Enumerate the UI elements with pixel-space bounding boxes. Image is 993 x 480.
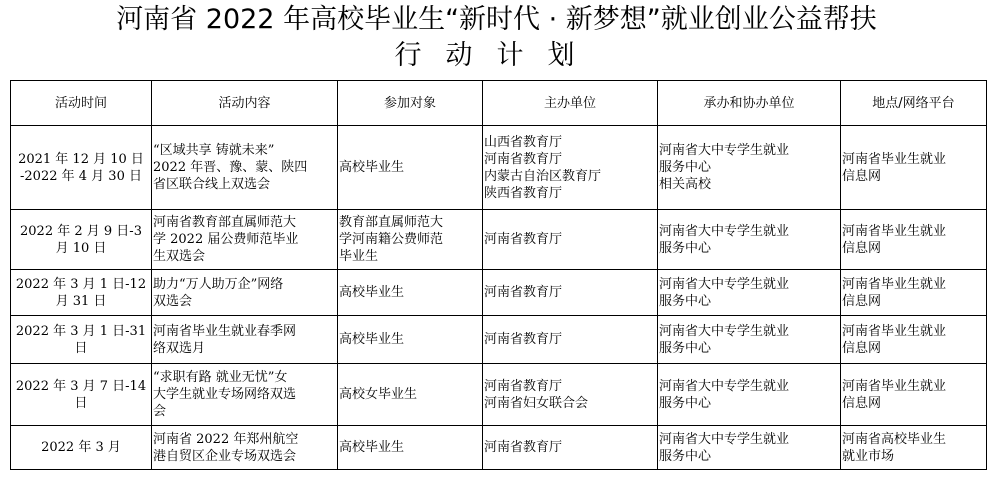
cell-text-line: 2022 年晋、豫、蒙、陕四	[153, 160, 308, 175]
cell-text-line: 日	[74, 395, 88, 411]
cell-text-line: 2022 年 3 月 7 日-14	[15, 378, 147, 394]
cell-activity-time	[11, 426, 152, 470]
cell-text-line: 信息网	[842, 240, 882, 256]
cell-activity-content	[152, 364, 338, 426]
cell-text-line: 河南省教育厅	[484, 440, 563, 455]
cell-text-line: 河南省教育厅	[484, 285, 563, 300]
cell-text-line: 服务中心	[659, 340, 712, 356]
cell-text-line: 毕业生	[339, 249, 379, 264]
cell-text-line: 络双选月	[153, 340, 206, 356]
cell-participants	[338, 364, 483, 426]
cell-text-line: 信息网	[842, 395, 882, 411]
header-location-platform: 地点/网络平台	[841, 81, 987, 126]
header-host-unit: 主办单位	[483, 81, 658, 126]
cell-text-line: 高校毕业生	[339, 160, 405, 175]
cell-text-line: 省区联合线上双选会	[153, 177, 271, 192]
cell-text-line: 高校毕业生	[339, 332, 405, 347]
cell-participants	[338, 270, 483, 316]
cell-text-line: 河南省教育厅	[484, 378, 563, 394]
cell-text-line: 河南省大中专学生就业	[659, 223, 790, 239]
cell-text-line: 日	[74, 340, 88, 356]
cell-text-line: 信息网	[842, 293, 882, 309]
cell-organizer-unit	[658, 316, 841, 364]
cell-location-platform	[841, 126, 987, 210]
cell-host-unit	[483, 210, 658, 270]
cell-text-line: 2022 年 2 月 9 日-3	[20, 223, 142, 239]
cell-text-line: 河南省大中专学生就业	[659, 143, 790, 158]
cell-text-line: 河南省教育厅	[484, 232, 563, 247]
cell-location-platform	[841, 364, 987, 426]
cell-participants	[338, 210, 483, 270]
cell-text-line: 河南省教育厅	[484, 151, 563, 167]
cell-participants	[338, 316, 483, 364]
cell-text-line: 就业市场	[842, 448, 895, 464]
cell-text-line: 信息网	[842, 340, 882, 356]
cell-participants	[338, 426, 483, 470]
cell-text-line: 教育部直属师范大	[339, 215, 444, 230]
cell-text-line: 河南省 2022 年郑州航空	[153, 431, 299, 447]
table-row	[11, 364, 987, 426]
cell-text-line: 河南省高校毕业生	[842, 431, 947, 447]
cell-text-line: 2022 年 3 月 1 日-12	[15, 276, 147, 292]
cell-text-line: 河南省大中专学生就业	[659, 431, 790, 447]
cell-activity-time	[11, 316, 152, 364]
table-header-row	[11, 81, 987, 126]
cell-location-platform	[841, 316, 987, 364]
cell-text-line: -2022 年 4 月 30 日	[20, 168, 142, 184]
cell-text-line: 大学生就业专场网络双选	[153, 387, 297, 402]
cell-text-line: 学 2022 届公费师范毕业	[153, 232, 299, 247]
cell-text-line: 相关高校	[659, 177, 712, 192]
cell-text-line: 内蒙古自治区教育厅	[484, 168, 602, 184]
cell-text-line: 服务中心	[659, 293, 712, 309]
cell-text-line: 高校毕业生	[339, 285, 405, 300]
cell-activity-content	[152, 270, 338, 316]
cell-text-line: 生双选会	[153, 249, 206, 264]
cell-text-line: 服务中心	[659, 448, 712, 464]
cell-location-platform	[841, 426, 987, 470]
header-activity-time: 活动时间	[11, 81, 152, 126]
cell-text-line: 会	[153, 404, 167, 419]
cell-text-line: 港自贸区企业专场双选会	[153, 448, 297, 464]
table-body	[11, 126, 987, 470]
cell-host-unit	[483, 426, 658, 470]
cell-text-line: 陕西省教育厅	[484, 185, 563, 201]
header-organizer-unit: 承办和协办单位	[658, 81, 841, 126]
cell-activity-content	[152, 210, 338, 270]
cell-organizer-unit	[658, 210, 841, 270]
cell-text-line: 河南省教育部直属师范大	[153, 215, 297, 230]
cell-organizer-unit	[658, 270, 841, 316]
cell-text-line: 山西省教育厅	[484, 134, 563, 150]
cell-activity-content	[152, 316, 338, 364]
cell-text-line: “区域共享 铸就未来”	[153, 143, 275, 158]
document-title-line2: 行动计划	[394, 40, 599, 71]
cell-text-line: 河南省毕业生就业	[842, 276, 947, 292]
cell-text-line: 河南省妇女联合会	[484, 395, 589, 411]
cell-text-line: 助力“万人助万企”网络	[153, 276, 284, 292]
cell-participants	[338, 126, 483, 210]
cell-text-line: 高校毕业生	[339, 440, 405, 455]
cell-text-line: 学河南籍公费师范	[339, 232, 444, 247]
cell-activity-time	[11, 210, 152, 270]
cell-text-line: 月 10 日	[55, 240, 107, 256]
cell-text-line: 河南省大中专学生就业	[659, 323, 790, 339]
cell-text-line: 河南省大中专学生就业	[659, 276, 790, 292]
table-row	[11, 270, 987, 316]
cell-text-line: 服务中心	[659, 395, 712, 411]
cell-text-line: “求职有路 就业无忧”女	[153, 370, 288, 385]
cell-organizer-unit	[658, 364, 841, 426]
cell-host-unit	[483, 316, 658, 364]
cell-text-line: 河南省教育厅	[484, 332, 563, 347]
cell-text-line: 2021 年 12 月 10 日	[18, 151, 144, 167]
cell-text-line: 服务中心	[659, 240, 712, 256]
cell-text-line: 河南省毕业生就业	[842, 223, 947, 239]
cell-text-line: 高校女毕业生	[339, 387, 418, 402]
cell-text-line: 河南省毕业生就业	[842, 323, 947, 339]
cell-activity-time	[11, 270, 152, 316]
cell-activity-time	[11, 364, 152, 426]
cell-activity-content	[152, 426, 338, 470]
activity-plan-table	[10, 80, 987, 470]
cell-text-line: 2022 年 3 月 1 日-31	[15, 323, 147, 339]
cell-location-platform	[841, 210, 987, 270]
cell-text-line: 服务中心	[659, 160, 712, 175]
cell-location-platform	[841, 270, 987, 316]
cell-text-line: 河南省毕业生就业春季网	[153, 323, 297, 339]
cell-host-unit	[483, 364, 658, 426]
cell-text-line: 河南省大中专学生就业	[659, 378, 790, 394]
cell-text-line: 双选会	[153, 293, 193, 309]
cell-text-line: 信息网	[842, 168, 882, 184]
cell-text-line: 月 31 日	[55, 293, 107, 309]
document-title-line1: 河南省 2022 年高校毕业生“新时代 · 新梦想”就业创业公益帮扶	[116, 4, 877, 35]
header-participants: 参加对象	[338, 81, 483, 126]
header-activity-content: 活动内容	[152, 81, 338, 126]
cell-organizer-unit	[658, 126, 841, 210]
table-row	[11, 426, 987, 470]
cell-host-unit	[483, 270, 658, 316]
table-row	[11, 126, 987, 210]
cell-host-unit	[483, 126, 658, 210]
table-row	[11, 210, 987, 270]
cell-text-line: 河南省毕业生就业	[842, 378, 947, 394]
cell-activity-time	[11, 126, 152, 210]
cell-organizer-unit	[658, 426, 841, 470]
cell-activity-content	[152, 126, 338, 210]
cell-text-line: 河南省毕业生就业	[842, 151, 947, 167]
table-row	[11, 316, 987, 364]
cell-text-line: 2022 年 3 月	[41, 440, 121, 455]
